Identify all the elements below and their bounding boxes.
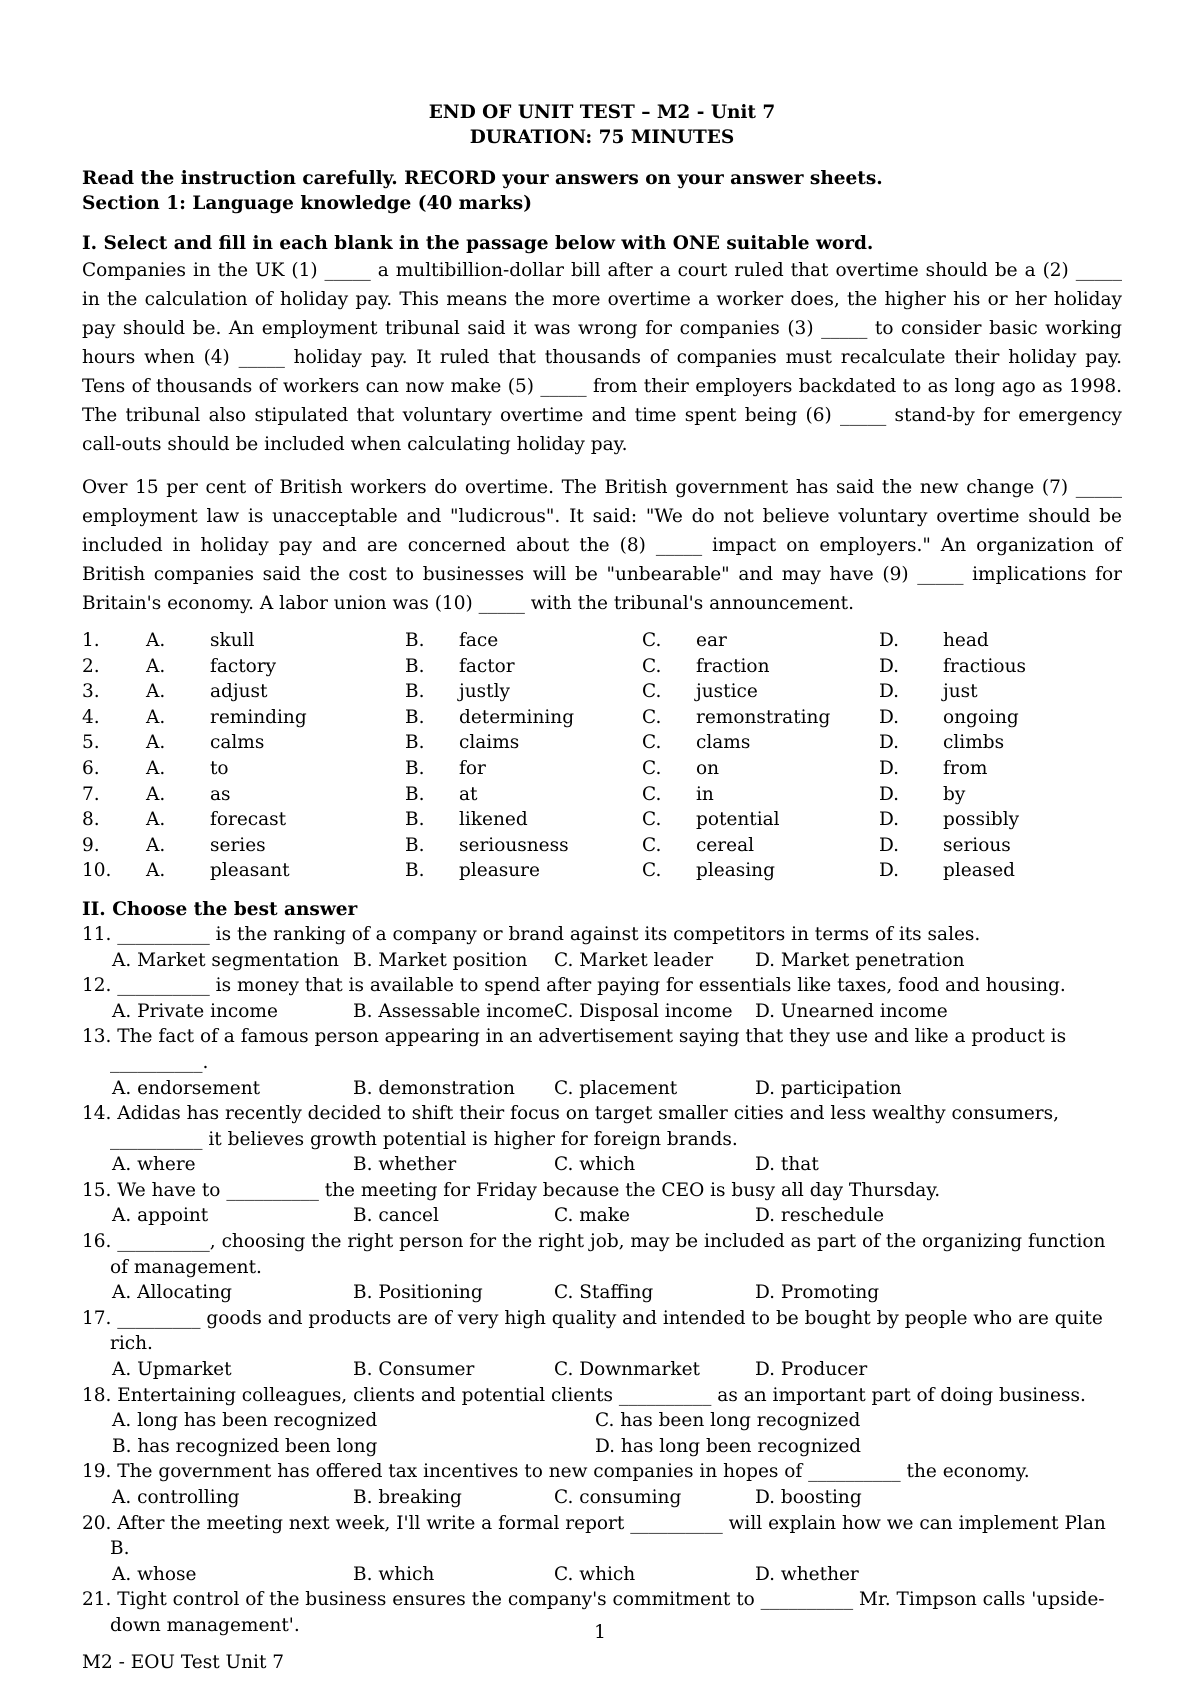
option-c: remonstrating (696, 706, 831, 728)
option-letter-b: B. (405, 655, 425, 677)
question-number: 1. (82, 630, 100, 651)
answer-option[interactable]: B. Assessable income (353, 1000, 555, 1022)
option-b: factor (459, 655, 515, 677)
option-letter-a: A. (146, 655, 166, 677)
question-item (82, 1459, 1122, 1510)
option-letter-d: D. (879, 783, 900, 805)
part-1-heading: I. Select and fill in each blank in the passage below with ONE suitable word. (82, 233, 874, 254)
section-1-title: Section 1: Language knowledge (40 marks) (82, 193, 532, 214)
answer-options (82, 1203, 1122, 1229)
option-b: face (459, 630, 499, 651)
answer-options (82, 1485, 1122, 1511)
option-b: determining (459, 706, 575, 728)
part-2-questions (82, 922, 1122, 1639)
answer-option[interactable]: C. Downmarket (554, 1359, 700, 1381)
option-d: fractious (943, 655, 1026, 677)
option-b: for (459, 757, 486, 779)
question-stem: 18. Entertaining colleagues, clients and potential clients __________ as an important part of doing business. (82, 1384, 1086, 1406)
option-letter-c: C. (642, 860, 662, 882)
question-stem: 20. After the meeting next week, I'll write a formal report __________ will explain how we can implement Plan B. (82, 1512, 1106, 1560)
option-letter-d: D. (879, 860, 900, 882)
question-number: 5. (82, 732, 100, 754)
option-d: just (943, 681, 978, 703)
option-letter-d: D. (879, 757, 900, 779)
option-b: seriousness (459, 834, 569, 856)
option-b: justly (459, 681, 510, 703)
question-stem: 19. The government has offered tax incentives to new companies in hopes of __________ the economy. (82, 1461, 1030, 1483)
answer-option[interactable]: C. which (554, 1563, 636, 1585)
option-a: forecast (210, 809, 287, 831)
document-page (82, 100, 1122, 1639)
part-2-heading: II. Choose the best answer (82, 898, 358, 920)
option-letter-d: D. (879, 809, 900, 831)
answer-options (82, 1408, 1122, 1459)
option-a: pleasant (210, 860, 290, 882)
answer-option[interactable]: A. endorsement (112, 1077, 261, 1099)
answer-option[interactable]: C. make (554, 1205, 630, 1227)
question-item (82, 922, 1122, 973)
question-stem: 11. __________ is the ranking of a company or brand against its competitors in terms of its sales. (82, 923, 981, 945)
option-d: climbs (943, 732, 1005, 754)
option-letter-b: B. (405, 732, 425, 754)
option-letter-b: B. (405, 681, 425, 703)
option-letter-c: C. (642, 630, 662, 651)
question-stem: 21. Tight control of the business ensures the company's commitment to __________ Mr. Timpson calls 'upside-down management'. (82, 1589, 1105, 1636)
option-a: as (210, 783, 231, 805)
answer-option[interactable]: D. participation (755, 1077, 902, 1099)
option-letter-a: A. (146, 732, 166, 754)
mc-row (82, 681, 1043, 707)
option-a: adjust (210, 681, 268, 703)
option-letter-d: D. (879, 681, 900, 703)
answer-option[interactable]: D. Market penetration (755, 949, 965, 971)
mc-row (82, 835, 1043, 861)
answer-option[interactable]: D. reschedule (755, 1205, 885, 1227)
answer-option[interactable]: D. that (755, 1154, 819, 1176)
mc-row (82, 809, 1043, 835)
option-letter-c: C. (642, 757, 662, 779)
mc-row (82, 732, 1043, 758)
option-d: serious (943, 834, 1011, 856)
option-c: cereal (696, 834, 755, 856)
answer-option[interactable]: D. Unearned income (755, 1000, 948, 1022)
option-c: ear (696, 630, 727, 651)
option-c: pleasing (696, 860, 775, 882)
answer-option[interactable]: D. Promoting (755, 1282, 880, 1304)
answer-option[interactable]: B. has recognized been long (112, 1435, 378, 1457)
answer-options (82, 999, 1122, 1025)
option-letter-d: D. (879, 732, 900, 754)
answer-option[interactable]: A. where (112, 1154, 196, 1176)
option-letter-c: C. (642, 809, 662, 831)
question-item (82, 1024, 1122, 1101)
question-stem: 17. _________ goods and products are of very high quality and intended to be bought by people who are quite rich. (82, 1307, 1103, 1355)
question-item (82, 1383, 1122, 1460)
question-stem: 16. __________, choosing the right person for the right job, may be included as part of the organizing function of management. (82, 1231, 1106, 1278)
answer-options (82, 1076, 1122, 1102)
option-a: calms (210, 732, 265, 754)
question-number: 3. (82, 681, 100, 703)
option-d: from (943, 757, 988, 779)
option-b: pleasure (459, 860, 540, 882)
instructions: Read the instruction carefully. RECORD your answers on your answer sheets. (82, 168, 883, 189)
question-stem: 15. We have to __________ the meeting for Friday because the CEO is busy all day Thursday. (82, 1179, 941, 1201)
option-a: to (210, 757, 229, 779)
answer-options (82, 948, 1122, 974)
option-d: by (943, 783, 966, 805)
option-c: fraction (696, 655, 770, 677)
question-stem: 13. The fact of a famous person appearing in an advertisement saying that they use and like a product is __________. (82, 1026, 1067, 1073)
option-letter-b: B. (405, 860, 425, 882)
answer-option[interactable]: C. Market leader (554, 949, 714, 971)
answer-option[interactable]: A. whose (112, 1563, 197, 1585)
option-b: at (459, 783, 478, 805)
option-letter-b: B. (405, 630, 425, 651)
option-letter-b: B. (405, 757, 425, 779)
option-b: claims (459, 732, 520, 754)
option-letter-a: A. (146, 860, 166, 882)
answer-option[interactable]: D. Producer (755, 1359, 868, 1381)
answer-option[interactable]: A. Allocating (112, 1282, 232, 1304)
option-b: likened (459, 809, 528, 831)
answer-option[interactable]: B. Market position (353, 949, 528, 971)
footer-label: M2 - EOU Test Unit 7 (82, 1652, 285, 1673)
option-letter-c: C. (642, 783, 662, 805)
option-letter-c: C. (642, 681, 662, 703)
answer-option[interactable]: C. consuming (554, 1487, 682, 1508)
passage-paragraph-1: Companies in the UK (1) _____ a multibillion-dollar bill after a court ruled that overtime should be a (2) _____ in the calculation of holiday pay. This means the more overtime a worker does, the higher his or her holiday pay should be. An employment tribunal said it was wrong for companies (3) _____ to consider basic working hours when (4) _____ holiday pay. It ruled that thousands of companies must recalculate their holiday pay. Tens of thousands of workers can now make (5) _____ from their employers backdated to as long ago as 1998. The tribunal also stipulated that voluntary overtime and time spent being (6) _____ stand-by for emergency call-outs should be included when calculating holiday pay. (82, 260, 1122, 455)
answer-option[interactable]: D. whether (755, 1563, 859, 1585)
mc-row (82, 656, 1043, 682)
answer-option[interactable]: B. breaking (353, 1487, 462, 1508)
option-a: reminding (210, 706, 307, 728)
question-number: 2. (82, 655, 100, 677)
answer-options (82, 1152, 1122, 1178)
question-number: 6. (82, 757, 100, 779)
question-stem: 14. Adidas has recently decided to shift their focus on target smaller cities and less wealthy consumers, __________ it believes growth potential is higher for foreign brands. (82, 1103, 1059, 1150)
mc-row (82, 784, 1043, 810)
option-letter-d: D. (879, 834, 900, 856)
answer-option[interactable]: C. Disposal income (554, 1000, 733, 1022)
option-letter-d: D. (879, 706, 900, 728)
option-letter-b: B. (405, 783, 425, 805)
option-letter-a: A. (146, 706, 166, 728)
option-letter-b: B. (405, 834, 425, 856)
answer-option[interactable]: B. cancel (353, 1205, 439, 1227)
answer-option[interactable]: C. Staffing (554, 1282, 654, 1304)
option-letter-a: A. (146, 630, 166, 651)
passage-paragraph-2: Over 15 per cent of British workers do overtime. The British government has said the new change (7) _____ employment law is unacceptable and "ludicrous". It said: "We do not believe voluntary overtime should be included in holiday pay and are concerned about the (8) _____ impact on employers." An organization of British companies said the cost to businesses will be "unbearable" and may have (9) _____ implications for Britain's economy. A labor union was (10) _____ with the tribunal's announcement. (82, 477, 1122, 614)
answer-option[interactable]: D. has long been recognized (595, 1435, 861, 1457)
option-letter-c: C. (642, 655, 662, 677)
option-letter-d: D. (879, 630, 900, 651)
answer-option[interactable]: A. Upmarket (112, 1359, 232, 1381)
option-a: series (210, 834, 266, 856)
answer-option[interactable]: C. which (554, 1154, 636, 1176)
option-letter-a: A. (146, 809, 166, 831)
question-item (82, 1511, 1122, 1588)
question-number: 8. (82, 809, 100, 831)
option-d: pleased (943, 860, 1016, 882)
option-d: head (943, 630, 989, 651)
answer-option[interactable]: A. Market segmentation (112, 949, 339, 971)
question-item (82, 1101, 1122, 1178)
question-number: 10. (82, 860, 112, 882)
question-number: 9. (82, 834, 100, 856)
mc-row (82, 707, 1043, 733)
option-letter-a: A. (146, 783, 166, 805)
answer-option[interactable]: B. demonstration (353, 1077, 515, 1099)
question-item (82, 1229, 1122, 1306)
answer-option[interactable]: B. Consumer (353, 1359, 475, 1381)
option-c: justice (696, 681, 758, 703)
mc-row (82, 860, 1043, 886)
option-letter-a: A. (146, 757, 166, 779)
option-a: skull (210, 630, 255, 651)
option-letter-a: A. (146, 834, 166, 856)
question-stem: 12. __________ is money that is available to spend after paying for essentials like taxes, food and housing. (82, 975, 1066, 997)
answer-options (82, 1357, 1122, 1383)
answer-option[interactable]: A. long has been recognized (112, 1410, 378, 1432)
answer-option[interactable]: C. placement (554, 1077, 678, 1099)
option-d: ongoing (943, 706, 1019, 728)
option-letter-c: C. (642, 732, 662, 754)
option-c: clams (696, 732, 751, 754)
option-d: possibly (943, 809, 1020, 831)
question-item (82, 1178, 1122, 1229)
answer-option[interactable]: B. whether (353, 1154, 457, 1176)
page-number: 1 (594, 1622, 606, 1643)
question-number: 7. (82, 783, 100, 805)
option-c: on (696, 757, 720, 779)
test-title: END OF UNIT TEST – M2 - Unit 7 (428, 102, 776, 123)
option-letter-c: C. (642, 706, 662, 728)
answer-option[interactable]: D. boosting (755, 1487, 862, 1508)
answer-options (82, 1280, 1122, 1306)
option-letter-c: C. (642, 834, 662, 856)
answer-option[interactable]: A. appoint (112, 1205, 209, 1227)
question-item (82, 973, 1122, 1024)
option-letter-a: A. (146, 681, 166, 703)
answer-options (82, 1562, 1122, 1588)
option-a: factory (210, 655, 277, 677)
part-1-options-table (82, 630, 1043, 886)
option-letter-b: B. (405, 706, 425, 728)
test-duration: DURATION: 75 MINUTES (469, 127, 735, 148)
question-item (82, 1306, 1122, 1383)
option-letter-d: D. (879, 655, 900, 677)
answer-option[interactable]: B. Positioning (353, 1282, 483, 1304)
mc-row (82, 630, 1043, 656)
option-letter-b: B. (405, 809, 425, 831)
question-number: 4. (82, 706, 100, 728)
answer-option[interactable]: C. has been long recognized (595, 1410, 861, 1432)
answer-option[interactable]: A. Private income (112, 1000, 278, 1022)
option-c: in (696, 783, 714, 805)
answer-option[interactable]: A. controlling (112, 1487, 240, 1508)
answer-option[interactable]: B. which (353, 1563, 435, 1585)
option-c: potential (696, 809, 780, 831)
mc-row (82, 758, 1043, 784)
